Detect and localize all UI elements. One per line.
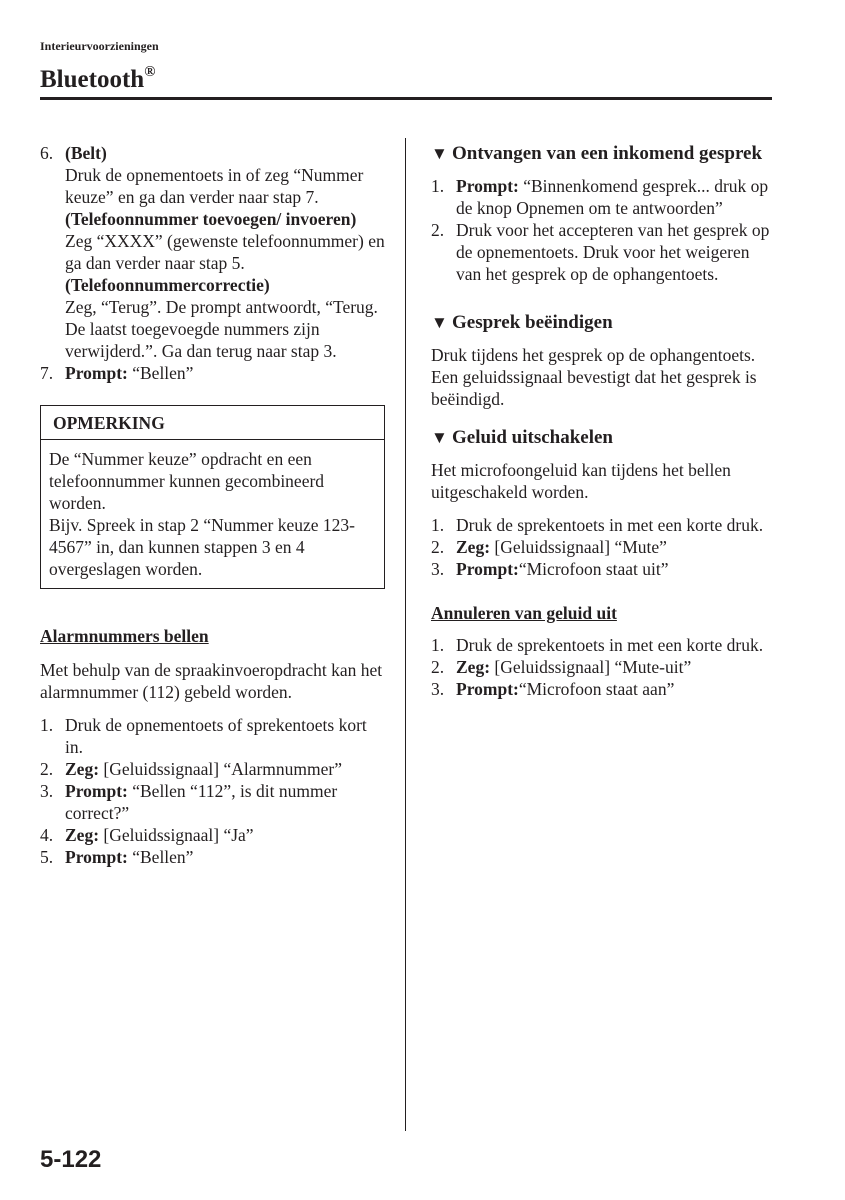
unmute-steps bbox=[431, 634, 776, 700]
step-keyword: Prompt: bbox=[65, 847, 128, 867]
list-item bbox=[431, 678, 776, 700]
end-call-section bbox=[431, 311, 776, 410]
step-number: 3. bbox=[431, 679, 445, 699]
step-number: 1. bbox=[40, 715, 54, 735]
list-item bbox=[431, 514, 776, 536]
list-item bbox=[431, 656, 776, 678]
step-text: [Geluidssignaal] “Mute” bbox=[490, 537, 667, 557]
step-text: Druk de opnementoets of sprekentoets kort in. bbox=[65, 715, 367, 757]
list-item bbox=[431, 558, 776, 580]
page-number: 5-122 bbox=[40, 1146, 102, 1173]
mute-heading-text: Geluid uitschakelen bbox=[452, 427, 613, 448]
step-6-text-2: Zeg “XXXX” (gewenste telefoonnummer) en ga dan verder naar stap 5. bbox=[65, 231, 385, 273]
step-text: Druk voor het accepteren van het gesprek op de opnementoets. Druk voor het weigeren van het gesprek op de ophangentoets. bbox=[456, 220, 770, 284]
step-keyword: Zeg: bbox=[456, 537, 491, 557]
alarm-steps bbox=[40, 714, 385, 868]
step-text: Druk de sprekentoets in met een korte druk. bbox=[456, 515, 764, 535]
unmute-heading: Annuleren van geluid uit bbox=[431, 603, 617, 623]
end-call-text: Druk tijdens het gesprek op de ophangentoets. Een geluidssignaal bevestigt dat het gesprek is beëindigd. bbox=[431, 345, 757, 409]
step-number: 2. bbox=[431, 657, 445, 677]
step-number: 2. bbox=[431, 220, 445, 240]
step-text: “Binnenkomend gesprek... druk op de knop Opnemen om te antwoorden” bbox=[456, 176, 769, 218]
step-7 bbox=[40, 362, 385, 384]
triangle-down-icon: ▼ bbox=[431, 313, 448, 332]
step-keyword: Zeg: bbox=[456, 657, 491, 677]
step-keyword: Prompt: bbox=[456, 559, 519, 579]
step-number: 4. bbox=[40, 825, 54, 845]
list-item bbox=[40, 714, 385, 758]
step-6-text-1: Druk de opnementoets in of zeg “Nummer keuze” en ga dan verder naar stap 7. bbox=[65, 165, 364, 207]
step-number: 5. bbox=[40, 847, 54, 867]
step-text: “Bellen “112”, is dit nummer correct?” bbox=[65, 781, 338, 823]
step-7-keyword: Prompt: bbox=[65, 363, 128, 383]
step-keyword: Prompt: bbox=[456, 679, 519, 699]
step-keyword: Zeg: bbox=[65, 825, 100, 845]
note-title: OPMERKING bbox=[41, 406, 384, 440]
chapter-title bbox=[40, 56, 772, 96]
note-body bbox=[41, 440, 384, 588]
list-item bbox=[431, 219, 776, 285]
alarm-intro: Met behulp van de spraakinvoeropdracht kan het alarmnummer (112) gebeld worden. bbox=[40, 660, 383, 702]
step-number: 1. bbox=[431, 515, 445, 535]
step-7-text: “Bellen” bbox=[127, 363, 194, 383]
step-number: 1. bbox=[431, 176, 445, 196]
step-number: 1. bbox=[431, 635, 445, 655]
list-item bbox=[40, 780, 385, 824]
incoming-heading-text: Ontvangen van een inkomend gesprek bbox=[452, 143, 763, 164]
step-text: “Microfoon staat aan” bbox=[518, 679, 675, 699]
end-call-heading-text: Gesprek beëindigen bbox=[452, 312, 613, 333]
chapter-title-text: Bluetooth bbox=[40, 66, 145, 93]
list-item bbox=[431, 634, 776, 656]
right-column bbox=[431, 142, 776, 700]
step-6-subheading-1: (Telefoonnummer toevoegen/ invoeren) bbox=[65, 209, 357, 229]
step-6-title: (Belt) bbox=[65, 143, 107, 163]
step-text: Druk de sprekentoets in met een korte druk. bbox=[456, 635, 764, 655]
triangle-down-icon: ▼ bbox=[431, 428, 448, 447]
section-label: Interieurvoorzieningen bbox=[40, 39, 159, 53]
step-number: 3. bbox=[431, 559, 445, 579]
note-line-2: Bijv. Spreek in stap 2 “Nummer keuze 123-4567” in, dan kunnen stappen 3 en 4 overgeslagen worden. bbox=[49, 515, 356, 579]
alarm-heading: Alarmnummers bellen bbox=[40, 626, 209, 646]
step-6 bbox=[40, 142, 385, 362]
step-6-subheading-2: (Telefoonnummercorrectie) bbox=[65, 275, 270, 295]
list-item bbox=[40, 824, 385, 846]
header-rule bbox=[40, 97, 772, 100]
step-text: “Microfoon staat uit” bbox=[518, 559, 669, 579]
end-call-heading bbox=[431, 311, 776, 334]
step-6-text-3: Zeg, “Terug”. De prompt antwoordt, “Terug. De laatst toegevoegde nummers zijn verwijderd.”. Ga dan terug naar stap 3. bbox=[65, 297, 378, 361]
triangle-down-icon: ▼ bbox=[431, 144, 448, 163]
step-keyword: Prompt: bbox=[456, 176, 519, 196]
alarm-section bbox=[40, 625, 385, 868]
list-item bbox=[40, 846, 385, 868]
left-column bbox=[40, 142, 385, 868]
note-box bbox=[40, 405, 385, 589]
registered-mark: ® bbox=[144, 64, 156, 80]
step-text: [Geluidssignaal] “Ja” bbox=[99, 825, 254, 845]
column-divider bbox=[405, 138, 406, 1131]
incoming-heading bbox=[431, 142, 776, 165]
step-number: 2. bbox=[40, 759, 54, 779]
list-item bbox=[40, 758, 385, 780]
step-number: 6. bbox=[40, 143, 54, 163]
list-item bbox=[431, 175, 776, 219]
step-text: [Geluidssignaal] “Mute-uit” bbox=[490, 657, 692, 677]
step-text: [Geluidssignaal] “Alarmnummer” bbox=[99, 759, 343, 779]
page-header bbox=[40, 38, 772, 96]
mute-section bbox=[431, 426, 776, 580]
incoming-section bbox=[431, 142, 776, 285]
step-number: 2. bbox=[431, 537, 445, 557]
step-keyword: Zeg: bbox=[65, 759, 100, 779]
note-line-1: De “Nummer keuze” opdracht en een telefoonnummer kunnen gecombineerd worden. bbox=[49, 449, 325, 513]
step-number: 3. bbox=[40, 781, 54, 801]
list-item bbox=[431, 536, 776, 558]
mute-steps bbox=[431, 514, 776, 580]
step-number: 7. bbox=[40, 363, 54, 383]
step-text: “Bellen” bbox=[127, 847, 194, 867]
step-keyword: Prompt: bbox=[65, 781, 128, 801]
incoming-steps bbox=[431, 175, 776, 285]
unmute-section bbox=[431, 602, 776, 700]
mute-heading bbox=[431, 426, 776, 449]
mute-intro: Het microfoongeluid kan tijdens het bellen uitgeschakeld worden. bbox=[431, 460, 731, 502]
